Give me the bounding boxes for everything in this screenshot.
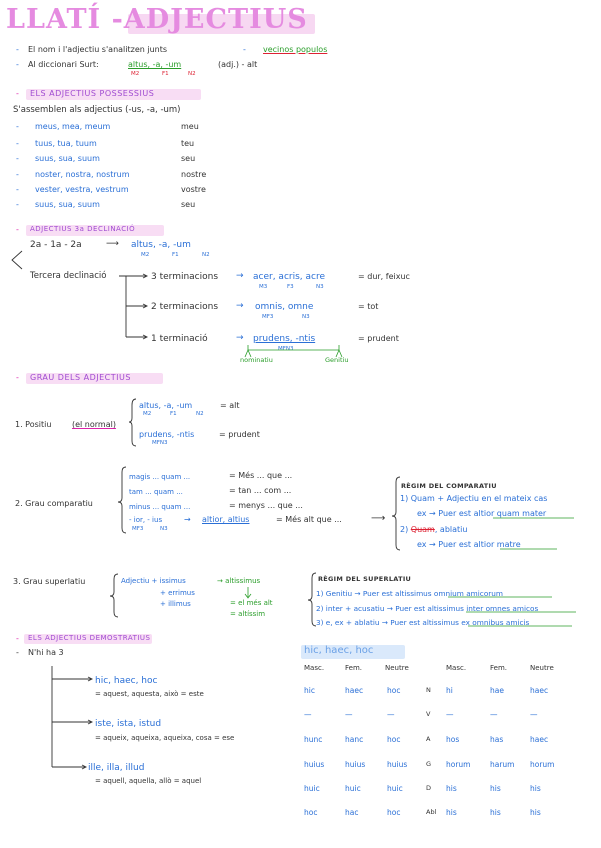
regim-comparatiu-heading: RÈGIM DEL COMPARATIU [401, 482, 497, 490]
table-cell: haec [530, 686, 549, 695]
sub-label: N3 [160, 526, 168, 532]
comparatiu-row-meaning: = tan ... com ... [229, 486, 292, 495]
sub-label: M3 [259, 284, 268, 290]
table-cell: his [446, 784, 457, 793]
superlatiu-result: = altíssim [230, 610, 266, 618]
sub-label: MF3 [262, 314, 274, 320]
arrow-icon: ⟶ [106, 239, 119, 249]
declinacio-first-forms: altus, -a, -um [131, 240, 191, 250]
table-cell: horum [446, 760, 471, 769]
intro-line2-suffix: (adj.) - alt [218, 60, 258, 69]
table-header: Neutre [530, 664, 554, 672]
table-cell: — [304, 710, 312, 719]
superlatiu-label: 3. Grau superlatiu [13, 577, 86, 586]
table-cell: hoc [387, 686, 401, 695]
sub-label: F1 [170, 411, 177, 417]
bullet: - [16, 634, 19, 643]
arrow-icon: → [236, 301, 244, 311]
sub-label: N3 [302, 314, 310, 320]
branch-label: 2 terminacions [151, 302, 219, 312]
arrow-icon: → [184, 515, 191, 524]
table-cell: huic [387, 784, 403, 793]
table-cell: his [530, 784, 541, 793]
comparatiu-row-meaning: = menys ... que ... [229, 501, 303, 510]
superlatiu-result: = el més alt [230, 599, 273, 607]
sub-label: N2 [196, 411, 204, 417]
table-cell: — [345, 710, 353, 719]
table-header: Masc. [446, 664, 467, 672]
intro-line2-prefix: Al diccionari Surt: [28, 60, 99, 69]
table-cell: his [530, 808, 541, 817]
demostratiu-forms: hic, haec, hoc [95, 676, 158, 686]
positiu-meaning1: = alt [220, 401, 240, 410]
sub-label: F1 [162, 71, 169, 77]
regim-superlatiu-heading: RÈGIM DEL SUPERLATIU [318, 575, 412, 583]
positiu-forms2: prudens, -ntis [139, 430, 195, 439]
bullet: - [16, 60, 19, 69]
section-heading-declinacio: ADJECTIUS 3a DECLINACIÓ [30, 225, 136, 233]
positiu-note: (el normal) [72, 420, 116, 429]
table-cell: — [387, 710, 395, 719]
table-cell: his [490, 808, 501, 817]
section-heading-grau: GRAU DELS ADJECTIUS [30, 373, 131, 382]
arrow-icon: ⟶ [371, 513, 386, 524]
table-cell: hac [345, 808, 359, 817]
table-cell: haec [345, 686, 364, 695]
table-cell: his [446, 808, 457, 817]
list-item: noster, nostra, nostrum [35, 170, 130, 179]
sub-label: M2 [143, 411, 152, 417]
superlatiu-line: + errimus [160, 589, 195, 597]
sub-label: F3 [287, 284, 294, 290]
third-declension-label: Tercera declinació [30, 271, 107, 281]
list-item: tuus, tua, tuum [35, 139, 97, 148]
sub-label: MF3 [132, 526, 144, 532]
regim-comparatiu-1-example: ex → Puer est altior quam mater [417, 509, 547, 518]
bullet: - [16, 89, 19, 98]
table-cell: his [490, 784, 501, 793]
table-cell: — [530, 710, 538, 719]
demostratiu-meaning: = aquest, aquesta, això = este [95, 690, 204, 698]
list-item-meaning: seu [181, 200, 196, 209]
branch-forms: omnis, omne [255, 302, 314, 312]
comparatiu-example-meaning: = Més alt que ... [276, 515, 342, 524]
table-cell: huic [304, 784, 320, 793]
sub-label: M2 [141, 252, 150, 258]
list-item: suus, sua, suum [35, 200, 100, 209]
bullet: - [16, 225, 19, 234]
table-cell: hi [446, 686, 453, 695]
sub-label: M2 [131, 71, 140, 77]
comparatiu-row: tam ... quam ... [129, 488, 183, 496]
section-heading-possessius: ELS ADJECTIUS POSSESSIUS [30, 89, 155, 98]
declinacio-first: 2a - 1a - 2a [30, 240, 82, 250]
superlatiu-line: + illimus [160, 600, 191, 608]
comparatiu-row: minus ... quam ... [129, 503, 191, 511]
table-cell: hunc [304, 735, 323, 744]
table-cell: hanc [345, 735, 364, 744]
regim-superlatiu-2: 2) inter + acusatiu → Puer est altissimus inter omnes amicos [316, 604, 539, 613]
table-cell: hic [304, 686, 315, 695]
sub-label: F1 [172, 252, 179, 258]
table-cell: huius [345, 760, 366, 769]
comparatiu-row: magis ... quam ... [129, 473, 191, 481]
list-item: suus, sua, suum [35, 154, 100, 163]
table-case-label: V [426, 710, 431, 718]
bullet: - [16, 45, 19, 54]
superlatiu-result: → altissimus [217, 577, 261, 585]
list-item: vester, vestra, vestrum [35, 185, 129, 194]
table-header: Masc. [304, 664, 325, 672]
table-title: hic, haec, hoc [304, 645, 374, 656]
comparatiu-label: 2. Grau comparatiu [15, 499, 93, 508]
genitiu-label: Genitiu [325, 356, 349, 364]
regim-superlatiu-3: 3) e, ex + ablatiu → Puer est altissimus ex omnibus amicis [316, 618, 530, 627]
table-header: Fem. [490, 664, 507, 672]
nominatiu-label: nominatiu [240, 356, 273, 364]
list-item-meaning: vostre [181, 185, 206, 194]
list-item-meaning: meu [181, 122, 199, 131]
table-header: Fem. [345, 664, 362, 672]
branch-meaning: = dur, feixuc [358, 272, 410, 281]
regim-comparatiu-1: 1) Quam + Adjectiu en el mateix cas [400, 494, 548, 503]
regim-comparatiu-2-example: ex → Puer est altior matre [417, 540, 521, 549]
bullet: - [243, 45, 246, 54]
arrow-icon: → [236, 333, 244, 343]
table-cell: — [446, 710, 454, 719]
table-cell: hae [490, 686, 504, 695]
possessius-desc: S'assemblen als adjectius (-us, -a, -um) [13, 105, 181, 115]
table-cell: hoc [304, 808, 318, 817]
table-case-label: G [426, 760, 432, 768]
sub-label: N3 [316, 284, 324, 290]
table-cell: hoc [387, 735, 401, 744]
table-cell: — [490, 710, 498, 719]
branch-forms: acer, acris, acre [253, 272, 325, 282]
intro-line1: El nom i l'adjectiu s'analitzen junts [28, 45, 168, 54]
positiu-label: 1. Positiu [15, 420, 52, 429]
demostratiu-meaning: = aquell, aquella, allò = aquel [95, 777, 202, 785]
sub-label: MFN3 [152, 440, 168, 446]
branch-label: 1 terminació [151, 334, 208, 344]
table-cell: hoc [387, 808, 401, 817]
regim-comparatiu-2: 2) Quam, ablatiu [400, 525, 468, 534]
branch-label: 3 terminacions [151, 272, 219, 282]
branch-forms: prudens, -ntis [253, 334, 316, 344]
comparatiu-row-meaning: = Més ... que ... [229, 471, 293, 480]
table-cell: haec [530, 735, 549, 744]
table-cell: huius [304, 760, 325, 769]
table-case-label: D [426, 784, 432, 792]
sub-label: MFN3 [278, 346, 294, 352]
branch-meaning: = tot [358, 302, 379, 311]
positiu-forms1: altus, -a, -um [139, 401, 193, 410]
table-case-label: A [426, 735, 431, 743]
table-cell: huic [345, 784, 361, 793]
demostratiu-meaning: = aqueix, aqueixa, aqueixa, cosa = ese [95, 734, 235, 742]
branch-meaning: = prudent [358, 334, 399, 343]
comparatiu-example: altior, altius [202, 515, 250, 524]
positiu-meaning2: = prudent [219, 430, 260, 439]
table-header: Neutre [385, 664, 409, 672]
sub-label: N2 [188, 71, 196, 77]
sub-label: N2 [202, 252, 210, 258]
list-item-meaning: teu [181, 139, 195, 148]
arrow-icon: → [236, 271, 244, 281]
section-heading-demostratius: ELS ADJECTIUS DEMOSTRATIUS [28, 634, 151, 642]
superlatiu-line: Adjectiu + issimus [121, 577, 186, 585]
intro-example: vecinos populos [263, 45, 328, 54]
comparatiu-suffix: - ior, - ius [129, 516, 163, 524]
intro-forms: altus, -a, -um [128, 60, 182, 69]
list-item-meaning: nostre [181, 170, 207, 179]
table-case-label: N [426, 686, 431, 694]
page-title: LLATÍ -ADJECTIUS [6, 4, 308, 35]
table-case-label: Abl [426, 808, 437, 816]
table-cell: horum [530, 760, 555, 769]
table-cell: has [490, 735, 504, 744]
demostratius-count: N'hi ha 3 [28, 648, 64, 657]
demostratiu-forms: ille, illa, illud [88, 763, 145, 773]
table-cell: huius [387, 760, 408, 769]
table-cell: harum [490, 760, 515, 769]
table-cell: hos [446, 735, 460, 744]
list-item-meaning: seu [181, 154, 196, 163]
bullet: - [16, 648, 19, 657]
list-item: meus, mea, meum [35, 122, 111, 131]
bullet: - [16, 373, 19, 382]
regim-superlatiu-1: 1) Genitiu → Puer est altissimus omnium amicorum [316, 589, 504, 598]
demostratiu-forms: iste, ista, istud [95, 719, 162, 729]
